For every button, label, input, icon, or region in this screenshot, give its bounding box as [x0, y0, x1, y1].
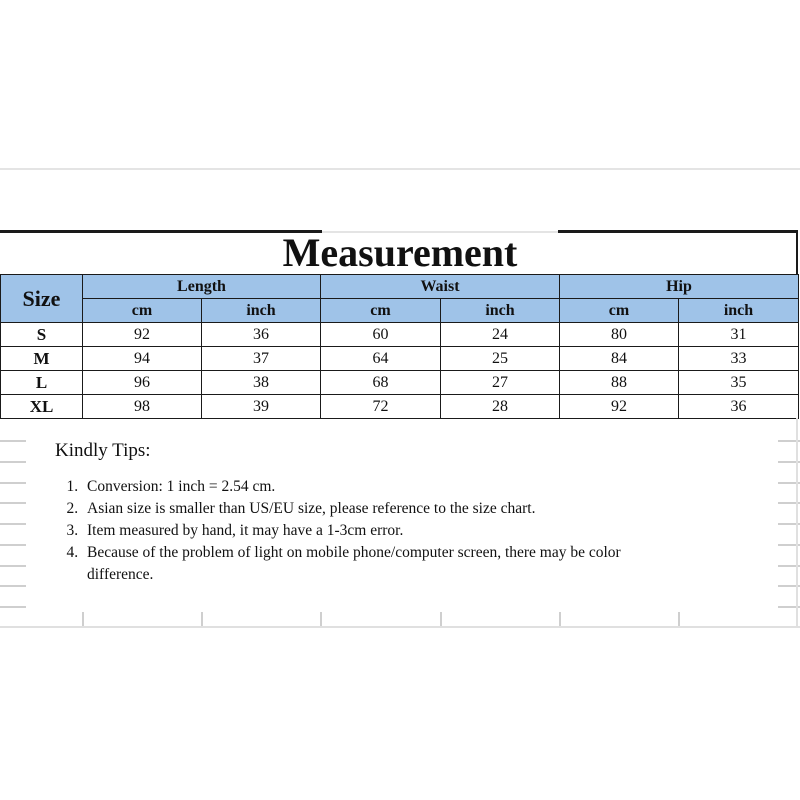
size-header: Size: [1, 275, 83, 323]
grid-tick: [559, 612, 561, 626]
waist-cm-cell: 64: [321, 347, 441, 371]
size-chart-table: [0, 274, 799, 419]
size-cell: M: [1, 347, 83, 371]
table-row: [1, 323, 799, 347]
waist-inch-cell: 25: [441, 347, 560, 371]
hip-inch-cell: 33: [679, 347, 799, 371]
grid-tick: [0, 544, 26, 546]
waist-cm-cell: 72: [321, 395, 441, 419]
waist-cm-cell: 68: [321, 371, 441, 395]
length-cm-cell: 96: [83, 371, 202, 395]
grid-tick: [0, 606, 26, 608]
grid-tick: [0, 440, 26, 442]
waist-inch-cell: 24: [441, 323, 560, 347]
waist-cm-cell: 60: [321, 323, 441, 347]
hip-inch-cell: 35: [679, 371, 799, 395]
grid-tick: [0, 502, 26, 504]
size-cell: L: [1, 371, 83, 395]
size-cell: S: [1, 323, 83, 347]
length-cm-cell: 94: [83, 347, 202, 371]
grid-tick: [0, 461, 26, 463]
table-row: [1, 395, 799, 419]
length-cm-cell: 92: [83, 323, 202, 347]
hip-inch-header: inch: [679, 299, 799, 323]
length-inch-cell: 37: [202, 347, 321, 371]
table-row: [1, 347, 799, 371]
grid-tick: [201, 612, 203, 626]
tips-heading: Kindly Tips:: [55, 440, 151, 461]
grid-tick: [0, 523, 26, 525]
kindly-tips: [55, 440, 687, 586]
waist-inch-header: inch: [441, 299, 560, 323]
grid-tick: [440, 612, 442, 626]
tip-item: 4. Because of the problem of light on mobile phone/computer screen, there may be color difference.: [82, 542, 687, 586]
grid-tick: [0, 585, 26, 587]
hip-cm-cell: 80: [560, 323, 679, 347]
length-header: Length: [83, 275, 321, 299]
tip-item: 2. Asian size is smaller than US/EU size, please reference to the size chart.: [82, 498, 687, 520]
hip-cm-header: cm: [560, 299, 679, 323]
hip-inch-cell: 36: [679, 395, 799, 419]
length-inch-cell: 38: [202, 371, 321, 395]
table-unit-row: [1, 299, 799, 323]
tip-item: 1. Conversion: 1 inch = 2.54 cm.: [82, 476, 687, 498]
hip-inch-cell: 31: [679, 323, 799, 347]
bottom-divider: [0, 626, 800, 628]
grid-tick: [678, 612, 680, 626]
grid-tick: [320, 612, 322, 626]
hip-cm-cell: 92: [560, 395, 679, 419]
top-divider: [0, 168, 800, 170]
waist-inch-cell: 27: [441, 371, 560, 395]
table-header-row: [1, 275, 799, 299]
hip-cm-cell: 88: [560, 371, 679, 395]
right-gridline: [796, 418, 798, 628]
hip-cm-cell: 84: [560, 347, 679, 371]
page-title: Measurement: [282, 230, 518, 275]
grid-tick: [82, 612, 84, 626]
size-cell: XL: [1, 395, 83, 419]
length-inch-cell: 39: [202, 395, 321, 419]
length-cm-header: cm: [83, 299, 202, 323]
length-inch-header: inch: [202, 299, 321, 323]
waist-inch-cell: 28: [441, 395, 560, 419]
tip-item: 3. Item measured by hand, it may have a 1-3cm error.: [82, 520, 687, 542]
table-row: [1, 371, 799, 395]
length-inch-cell: 36: [202, 323, 321, 347]
waist-header: Waist: [321, 275, 560, 299]
waist-cm-header: cm: [321, 299, 441, 323]
grid-tick: [0, 565, 26, 567]
grid-tick: [0, 482, 26, 484]
length-cm-cell: 98: [83, 395, 202, 419]
hip-header: Hip: [560, 275, 799, 299]
tips-list: [55, 476, 687, 586]
